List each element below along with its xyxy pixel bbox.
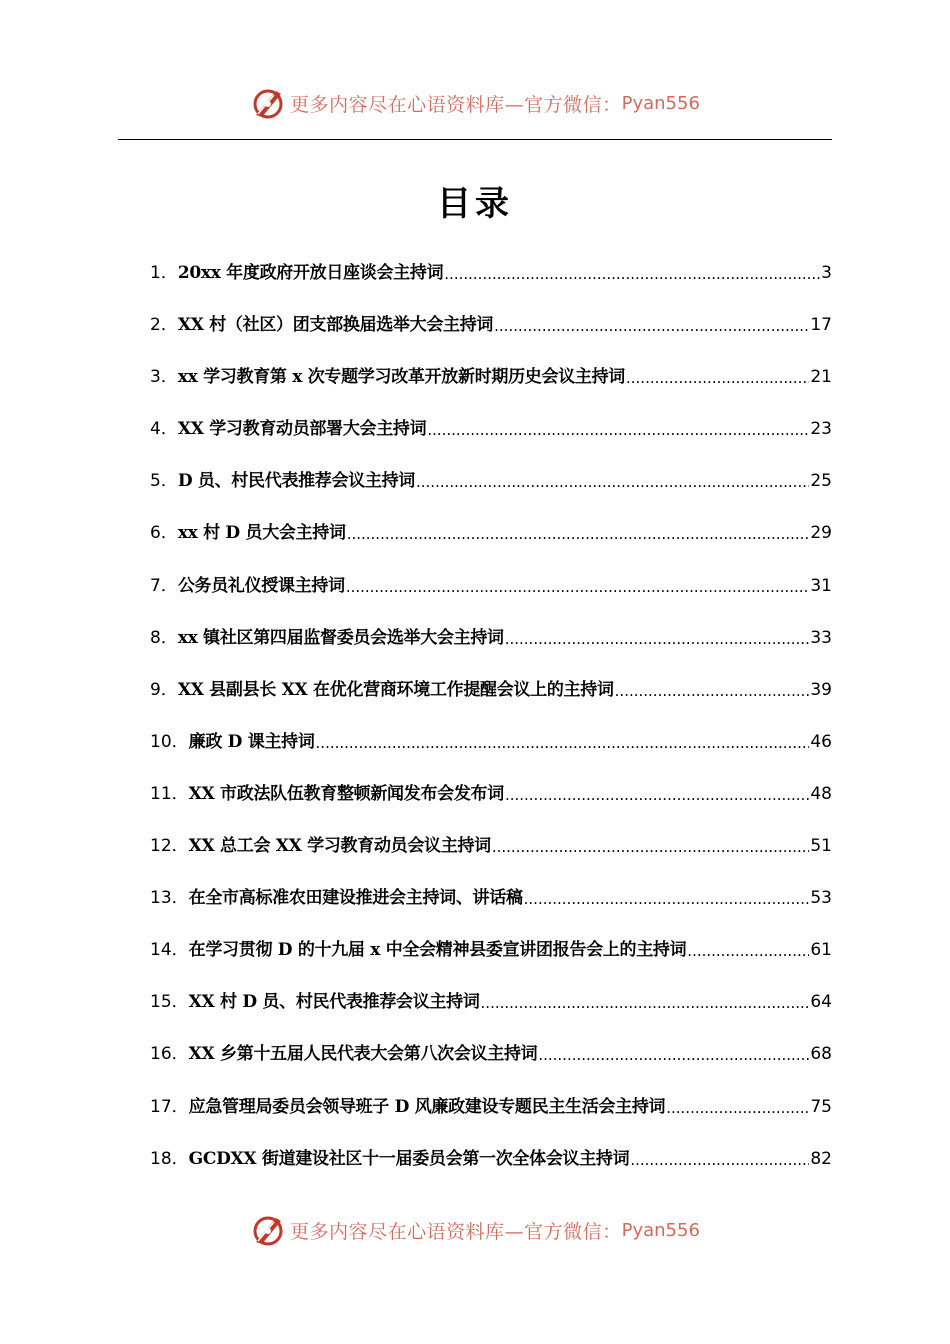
toc-entry-page: 75 xyxy=(810,1096,832,1117)
toc-entry-page: 46 xyxy=(810,731,832,752)
toc-entry-number: 1． xyxy=(150,263,178,283)
toc-leader-dots xyxy=(615,675,810,707)
toc-entry-page: 51 xyxy=(810,836,832,857)
table-of-contents xyxy=(150,258,832,1196)
pen-circle-logo-icon xyxy=(250,1212,286,1248)
toc-entry-title: D 员、村民代表推荐会议主持词 xyxy=(177,471,415,492)
toc-entry-number: 12． xyxy=(150,836,189,857)
toc-entry-page: 23 xyxy=(810,419,832,440)
toc-entry-page: 53 xyxy=(810,888,832,909)
toc-entry-number: 6． xyxy=(150,523,178,544)
toc-leader-dots xyxy=(444,258,820,290)
toc-leader-dots xyxy=(427,414,809,446)
toc-entry-page: 25 xyxy=(810,471,832,492)
toc-entry-page: 29 xyxy=(810,523,832,544)
toc-entry[interactable] xyxy=(150,518,832,570)
toc-entry-page: 82 xyxy=(810,1148,832,1169)
toc-entry[interactable] xyxy=(150,623,832,675)
toc-entry-number: 13． xyxy=(150,888,189,909)
toc-entry-number: 7． xyxy=(150,575,178,596)
toc-entry-title: 在学习贯彻 D 的十九届 x 中全会精神县委宣讲团报告会上的主持词 xyxy=(188,940,687,961)
toc-entry-title: GCDXX 街道建设社区十一届委员会第一次全体会议主持词 xyxy=(188,1148,630,1169)
toc-entry-number: 10． xyxy=(150,731,189,752)
toc-entry[interactable] xyxy=(150,1039,832,1091)
toc-entry-page: 68 xyxy=(810,1044,832,1065)
toc-entry-page: 61 xyxy=(810,940,832,961)
toc-entry-title: 廉政 D 课主持词 xyxy=(188,731,315,752)
toc-entry-number: 9． xyxy=(150,679,178,700)
toc-entry-title: XX 村（社区）团支部换届选举大会主持词 xyxy=(177,315,494,336)
toc-leader-dots xyxy=(416,466,809,498)
toc-entry[interactable] xyxy=(150,310,832,362)
toc-entry-page: 17 xyxy=(810,315,832,336)
toc-entry-title: XX 学习教育动员部署大会主持词 xyxy=(177,419,427,440)
toc-entry[interactable] xyxy=(150,883,832,935)
toc-entry[interactable] xyxy=(150,675,832,727)
toc-entry-number: 2． xyxy=(150,315,178,336)
toc-entry[interactable] xyxy=(150,1144,832,1196)
toc-entry[interactable] xyxy=(150,258,832,310)
toc-entry-title: XX 村 D 员、村民代表推荐会议主持词 xyxy=(188,992,480,1013)
toc-leader-dots xyxy=(346,571,810,603)
page-title: 目录 xyxy=(437,184,513,224)
banner-wechat-id: Pyan556 xyxy=(621,1219,700,1241)
toc-leader-dots xyxy=(666,1092,809,1124)
toc-entry[interactable] xyxy=(150,727,832,779)
toc-entry-title: XX 乡第十五届人民代表大会第八次会议主持词 xyxy=(188,1044,538,1065)
toc-entry-page: 31 xyxy=(810,575,832,596)
header-divider xyxy=(118,139,832,140)
toc-leader-dots xyxy=(630,1144,809,1176)
toc-entry-title: XX 县副县长 XX 在优化营商环境工作提醒会议上的主持词 xyxy=(177,679,614,700)
toc-entry-number: 8． xyxy=(150,627,178,648)
toc-entry-title: 20xx 年度政府开放日座谈会主持词 xyxy=(177,263,444,283)
banner-text: 更多内容尽在心语资料库—官方微信： xyxy=(290,93,622,116)
toc-entry-number: 11． xyxy=(150,783,189,804)
toc-entry-number: 14． xyxy=(150,940,189,961)
toc-leader-dots xyxy=(524,883,810,915)
toc-entry[interactable] xyxy=(150,571,832,623)
toc-entry-title: XX 市政法队伍教育整顿新闻发布会发布词 xyxy=(188,783,504,804)
toc-entry-number: 3． xyxy=(150,367,178,388)
toc-entry[interactable] xyxy=(150,414,832,466)
toc-entry-number: 5． xyxy=(150,471,178,492)
toc-entry-page: 3 xyxy=(821,263,832,283)
toc-leader-dots xyxy=(687,935,809,967)
toc-entry-title: 在全市高标准农田建设推进会主持词、讲话稿 xyxy=(188,888,523,909)
toc-entry-number: 4． xyxy=(150,419,178,440)
toc-entry-title: XX 总工会 XX 学习教育动员会议主持词 xyxy=(188,836,491,857)
toc-entry-page: 21 xyxy=(810,367,832,388)
toc-entry-number: 18． xyxy=(150,1148,189,1169)
toc-entry-title: 应急管理局委员会领导班子 D 风廉政建设专题民主生活会主持词 xyxy=(188,1096,666,1117)
toc-entry[interactable] xyxy=(150,987,832,1039)
toc-leader-dots xyxy=(538,1039,809,1071)
toc-leader-dots xyxy=(626,362,809,394)
toc-entry-page: 48 xyxy=(810,783,832,804)
footer-banner xyxy=(0,1210,950,1250)
toc-entry-number: 15． xyxy=(150,992,189,1013)
toc-entry[interactable] xyxy=(150,362,832,414)
toc-leader-dots xyxy=(505,623,810,655)
pen-circle-logo-icon xyxy=(250,85,286,121)
toc-entry-title: xx 学习教育第 x 次专题学习改革开放新时期历史会议主持词 xyxy=(177,367,625,388)
toc-entry-title: xx 村 D 员大会主持词 xyxy=(177,523,346,544)
toc-entry-number: 17． xyxy=(150,1096,189,1117)
toc-entry[interactable] xyxy=(150,779,832,831)
toc-entry[interactable] xyxy=(150,935,832,987)
toc-entry[interactable] xyxy=(150,466,832,518)
banner-text: 更多内容尽在心语资料库—官方微信： xyxy=(290,1220,622,1243)
toc-entry[interactable] xyxy=(150,1092,832,1144)
header-banner xyxy=(0,83,950,123)
toc-leader-dots xyxy=(347,518,810,550)
toc-entry-page: 33 xyxy=(810,627,832,648)
toc-entry-number: 16． xyxy=(150,1044,189,1065)
toc-leader-dots xyxy=(505,779,809,811)
toc-leader-dots xyxy=(494,310,809,342)
toc-entry[interactable] xyxy=(150,831,832,883)
toc-entry-page: 39 xyxy=(810,679,832,700)
toc-entry-title: 公务员礼仪授课主持词 xyxy=(177,575,345,596)
toc-leader-dots xyxy=(492,831,810,863)
toc-leader-dots xyxy=(316,727,810,759)
toc-entry-title: xx 镇社区第四届监督委员会选举大会主持词 xyxy=(177,627,504,648)
toc-entry-page: 64 xyxy=(810,992,832,1013)
banner-wechat-id: Pyan556 xyxy=(621,92,700,114)
toc-leader-dots xyxy=(481,987,810,1019)
